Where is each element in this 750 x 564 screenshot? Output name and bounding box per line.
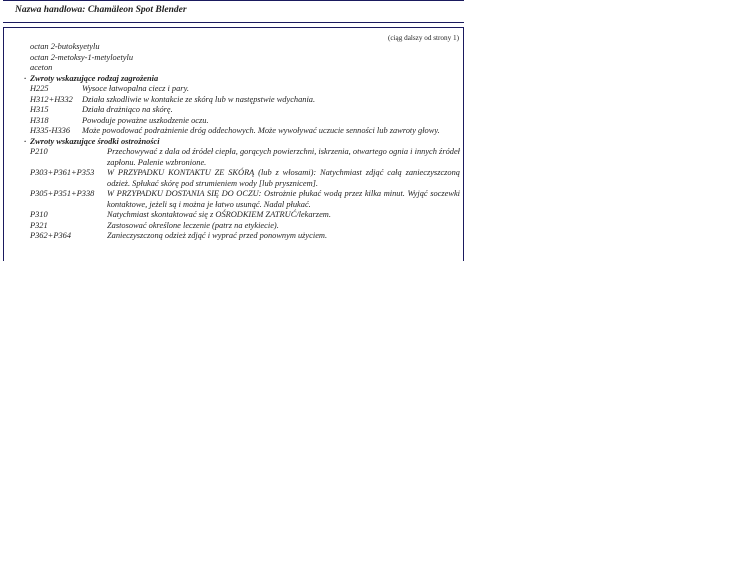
content-top-border bbox=[3, 27, 464, 28]
hazard-statement bbox=[30, 116, 460, 127]
statement-text: Działa drażniąco na skórę. bbox=[82, 105, 173, 114]
statement-code: H335-H336 bbox=[30, 126, 71, 135]
hazard-statement bbox=[30, 84, 460, 95]
statement-code: P321 bbox=[30, 220, 48, 230]
precautionary-statements-heading: · Zwroty wskazujące środki ostrożności bbox=[24, 136, 160, 146]
statement-text: Zastosować określone leczenie (patrz na etykiecie). bbox=[107, 220, 279, 230]
ingredient-line: octan 2-butoksyetylu bbox=[30, 42, 100, 51]
right-border bbox=[463, 27, 464, 261]
statement-text: Zanieczyszczoną odzież zdjąć i wyprać przed ponownym użyciem. bbox=[107, 231, 328, 240]
statement-text: Wysoce łatwopalna ciecz i pary. bbox=[82, 84, 189, 93]
hazard-statement bbox=[30, 126, 460, 137]
statement-code: H312+H332 bbox=[30, 94, 73, 104]
statement-code: P305+P351+P338 bbox=[30, 189, 95, 198]
statement-code: H225 bbox=[30, 84, 49, 93]
statement-text: Powoduje poważne uszkodzenie oczu. bbox=[82, 115, 209, 125]
statement-text: Działa szkodliwie w kontakcie ze skórą lub w następstwie wdychania. bbox=[82, 94, 316, 104]
ingredient-line: aceton bbox=[30, 63, 53, 72]
hazard-statement bbox=[30, 105, 460, 116]
statement-code: P210 bbox=[30, 147, 48, 156]
statement-code: H318 bbox=[30, 115, 49, 125]
hazard-statement bbox=[30, 95, 460, 106]
left-border bbox=[3, 27, 4, 261]
statement-code: P310 bbox=[30, 210, 48, 219]
label-content bbox=[24, 42, 460, 242]
precautionary-statement bbox=[30, 147, 460, 168]
statement-text: Przechowywać z dala od źródeł ciepła, gorących powierzchni, iskrzenia, otwartego ognia i innych źródeł zapłonu. Palenie wzbronione. bbox=[107, 147, 460, 167]
precautionary-statement bbox=[30, 231, 460, 242]
trade-name-header: Nazwa handlowa: Chamäleon Spot Blender bbox=[15, 5, 187, 15]
statement-code: P303+P361+P353 bbox=[30, 168, 95, 177]
precautionary-statement bbox=[30, 210, 460, 221]
statement-code: P362+P364 bbox=[30, 231, 72, 240]
header-divider bbox=[3, 22, 464, 23]
statement-text: W PRZYPADKU DOSTANIA SIĘ DO OCZU: Ostrożnie płukać wodą przez kilka minut. Wyjąć soczewki kontaktowe, jeżeli są i można je łatwo usunąć. Nadal płukać. bbox=[107, 189, 460, 209]
statement-text: W PRZYPADKU KONTAKTU ZE SKÓRĄ (lub z włosami): Natychmiast zdjąć całą zanieczyszczoną odzież. Spłukać skórę pod strumieniem wody [lub prysznicem]. bbox=[107, 168, 460, 188]
statement-text: Natychmiast skontaktować się z OŚRODKIEM ZATRUĆ/lekarzem. bbox=[107, 210, 331, 219]
ingredient-line: octan 2-metoksy-1-metyloetylu bbox=[30, 52, 134, 62]
continuation-note: (ciąg dalszy od strony 1) bbox=[387, 34, 459, 42]
top-border bbox=[3, 0, 464, 1]
precautionary-statement bbox=[30, 189, 460, 210]
hazard-statements-heading: · Zwroty wskazujące rodzaj zagrożenia bbox=[24, 73, 159, 83]
precautionary-statement bbox=[30, 221, 460, 232]
statement-text: Może powodować podrażnienie dróg oddechowych. Może wywoływać uczucie senności lub zawroty głowy. bbox=[82, 126, 440, 135]
precautionary-statement bbox=[30, 168, 460, 189]
statement-code: H315 bbox=[30, 105, 49, 114]
